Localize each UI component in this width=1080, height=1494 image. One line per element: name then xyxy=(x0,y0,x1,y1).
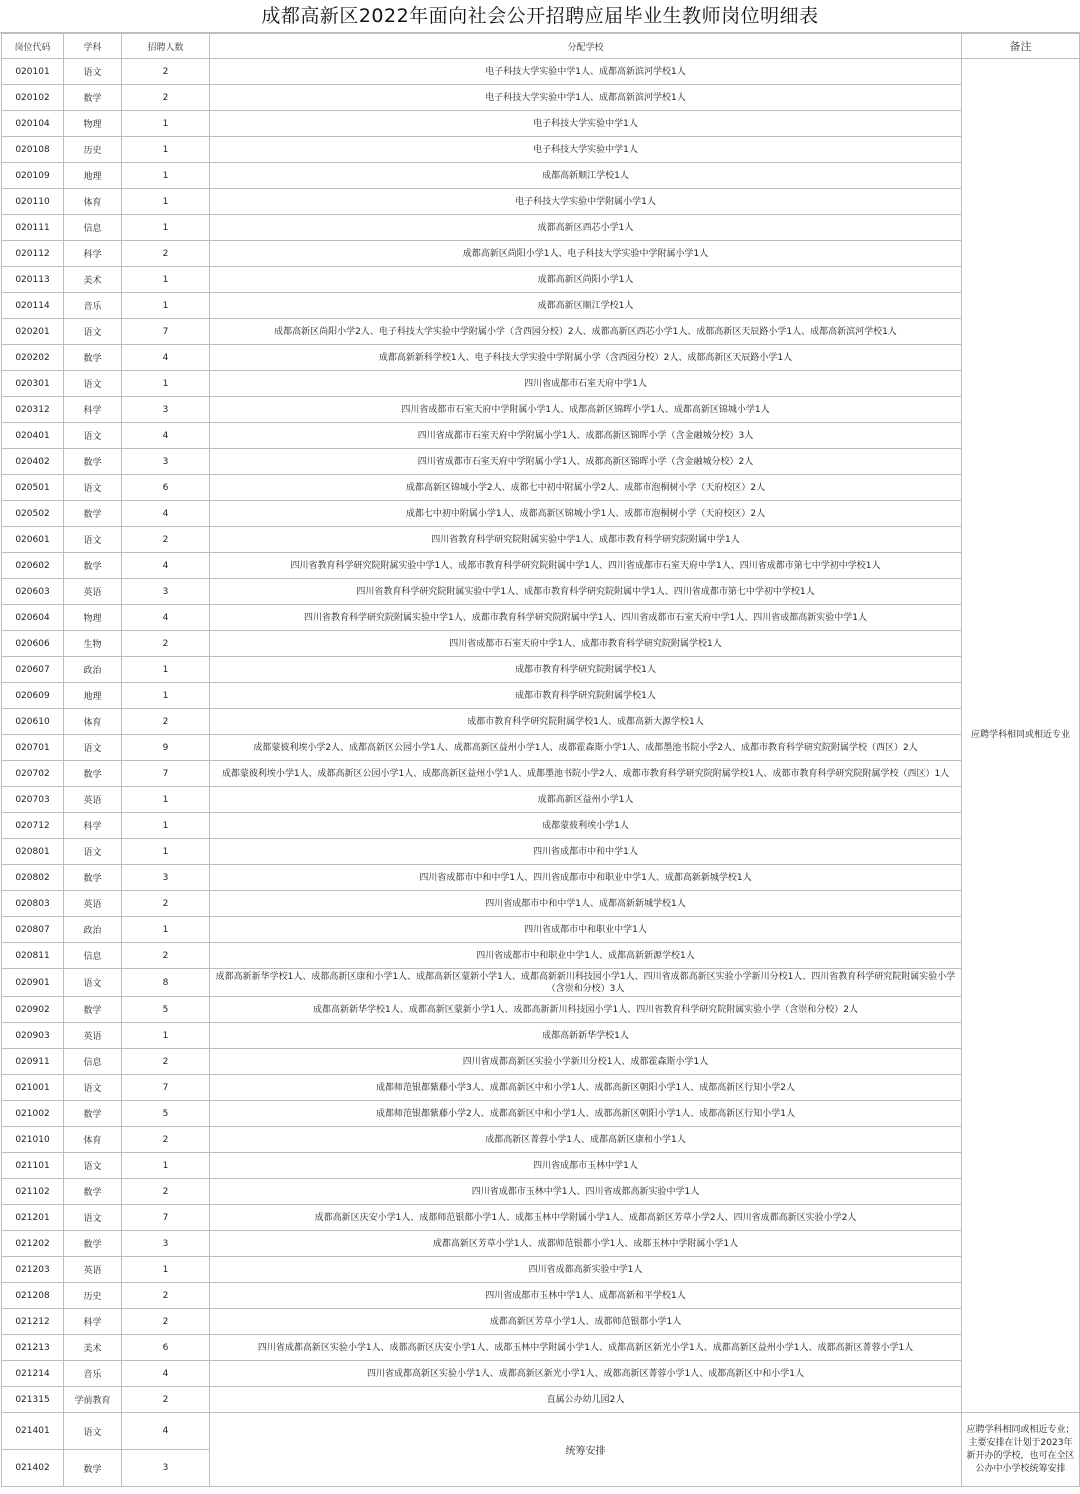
cell-subject: 语文 xyxy=(64,839,122,865)
cell-subject: 数学 xyxy=(64,85,122,111)
cell-count: 1 xyxy=(122,111,210,137)
cell-code: 020312 xyxy=(2,397,64,423)
cell-school: 成都高新新科学校1人、电子科技大学实验中学附属小学（含西园分校）2人、成都高新区天辰路小学1人 xyxy=(210,345,962,371)
table-row xyxy=(2,709,1080,735)
cell-code: 021213 xyxy=(2,1335,64,1361)
cell-code: 021212 xyxy=(2,1309,64,1335)
cell-subject: 英语 xyxy=(64,891,122,917)
cell-code: 020702 xyxy=(2,761,64,787)
cell-subject: 信息 xyxy=(64,215,122,241)
cell-school: 四川省成都市玉林中学1人、成都高新和平学校1人 xyxy=(210,1283,962,1309)
table-row xyxy=(2,761,1080,787)
cell-subject: 数学 xyxy=(64,865,122,891)
cell-count: 9 xyxy=(122,735,210,761)
table-row xyxy=(2,891,1080,917)
cell-count: 3 xyxy=(122,1231,210,1257)
cell-count: 1 xyxy=(122,1257,210,1283)
cell-count: 1 xyxy=(122,683,210,709)
cell-school: 四川省成都市石室天府中学1人、成都市教育科学研究院附属学校1人 xyxy=(210,631,962,657)
header-remark: 备注 xyxy=(962,34,1080,59)
cell-school: 四川省成都市石室天府中学附属小学1人、成都高新区锦晖小学（含金融城分校）3人 xyxy=(210,423,962,449)
cell-code: 020807 xyxy=(2,917,64,943)
cell-subject: 英语 xyxy=(64,579,122,605)
cell-subject: 语文 xyxy=(64,59,122,85)
table-row xyxy=(2,163,1080,189)
cell-count: 7 xyxy=(122,1205,210,1231)
cell-code: 020701 xyxy=(2,735,64,761)
cell-school: 成都高新区菁蓉小学1人、成都高新区康和小学1人 xyxy=(210,1127,962,1153)
cell-count: 5 xyxy=(122,1101,210,1127)
table-row xyxy=(2,1075,1080,1101)
cell-count: 6 xyxy=(122,1335,210,1361)
cell-subject: 美术 xyxy=(64,267,122,293)
cell-school: 成都市教育科学研究院附属学校1人 xyxy=(210,657,962,683)
cell-code: 020114 xyxy=(2,293,64,319)
cell-school: 成都高新顺江学校1人 xyxy=(210,163,962,189)
cell-code: 020401 xyxy=(2,423,64,449)
cell-code: 020102 xyxy=(2,85,64,111)
cell-count: 7 xyxy=(122,761,210,787)
table-row xyxy=(2,813,1080,839)
cell-subject: 信息 xyxy=(64,1049,122,1075)
cell-school: 成都蒙彼利埃小学1人、成都高新区公园小学1人、成都高新区益州小学1人、成都墨池书院小学2人、成都市教育科学研究院附属学校1人、成都市教育科学研究院附属学校（西区）1人 xyxy=(210,761,962,787)
cell-count: 2 xyxy=(122,943,210,969)
table-row xyxy=(2,137,1080,163)
table-row xyxy=(2,1231,1080,1257)
cell-code: 020110 xyxy=(2,189,64,215)
table-row xyxy=(2,241,1080,267)
cell-school: 四川省成都市石室天府中学附属小学1人、成都高新区锦晖小学（含金融城分校）2人 xyxy=(210,449,962,475)
cell-code: 020602 xyxy=(2,553,64,579)
cell-school: 四川省成都市玉林中学1人 xyxy=(210,1153,962,1179)
cell-subject: 体育 xyxy=(64,189,122,215)
cell-school: 电子科技大学实验中学1人、成都高新滨河学校1人 xyxy=(210,59,962,85)
cell-code: 020603 xyxy=(2,579,64,605)
table-header-row xyxy=(2,34,1080,59)
cell-count: 2 xyxy=(122,891,210,917)
cell-count: 3 xyxy=(122,397,210,423)
cell-count: 1 xyxy=(122,215,210,241)
cell-code: 020502 xyxy=(2,501,64,527)
cell-school: 四川省成都市中和中学1人、四川省成都市中和职业中学1人、成都高新新城学校1人 xyxy=(210,865,962,891)
cell-school: 成都高新区尚阳小学1人 xyxy=(210,267,962,293)
table-row xyxy=(2,1023,1080,1049)
cell-count: 2 xyxy=(122,241,210,267)
cell-subject: 体育 xyxy=(64,709,122,735)
cell-count: 2 xyxy=(122,1179,210,1205)
table-row xyxy=(2,1413,1080,1450)
cell-code: 021214 xyxy=(2,1361,64,1387)
cell-subject: 学前教育 xyxy=(64,1387,122,1413)
cell-remark: 应聘学科相同或相近专业；主要安排在计划于2023年新开办的学校，也可在全区公办中小学校统筹安排 xyxy=(962,1413,1080,1487)
cell-subject: 语文 xyxy=(64,735,122,761)
cell-subject: 语文 xyxy=(64,527,122,553)
cell-subject: 地理 xyxy=(64,163,122,189)
table-row xyxy=(2,1205,1080,1231)
cell-subject: 语文 xyxy=(64,1205,122,1231)
cell-code: 020301 xyxy=(2,371,64,397)
cell-code: 020501 xyxy=(2,475,64,501)
cell-code: 021002 xyxy=(2,1101,64,1127)
cell-school: 成都高新区尚阳小学1人、电子科技大学实验中学附属小学1人 xyxy=(210,241,962,267)
cell-code: 020802 xyxy=(2,865,64,891)
cell-count: 4 xyxy=(122,553,210,579)
cell-code: 020609 xyxy=(2,683,64,709)
cell-subject: 数学 xyxy=(64,997,122,1023)
cell-subject: 数学 xyxy=(64,761,122,787)
cell-subject: 美术 xyxy=(64,1335,122,1361)
table-row xyxy=(2,1335,1080,1361)
cell-subject: 科学 xyxy=(64,397,122,423)
cell-code: 021401 xyxy=(2,1413,64,1450)
cell-subject: 历史 xyxy=(64,1283,122,1309)
cell-code: 020607 xyxy=(2,657,64,683)
table-row xyxy=(2,1309,1080,1335)
table-row xyxy=(2,345,1080,371)
cell-code: 020101 xyxy=(2,59,64,85)
cell-subject: 政治 xyxy=(64,657,122,683)
cell-code: 020112 xyxy=(2,241,64,267)
cell-count: 1 xyxy=(122,787,210,813)
cell-count: 3 xyxy=(122,449,210,475)
table-row xyxy=(2,1127,1080,1153)
cell-subject: 物理 xyxy=(64,605,122,631)
cell-school: 成都高新区庆安小学1人、成都师范银都小学1人、成都玉林中学附属小学1人、成都高新区芳草小学2人、四川省成都高新区实验小学2人 xyxy=(210,1205,962,1231)
cell-count: 2 xyxy=(122,631,210,657)
cell-count: 4 xyxy=(122,1413,210,1450)
cell-count: 7 xyxy=(122,1075,210,1101)
cell-code: 021315 xyxy=(2,1387,64,1413)
cell-count: 7 xyxy=(122,319,210,345)
table-row xyxy=(2,267,1080,293)
cell-subject: 数学 xyxy=(64,553,122,579)
cell-code: 020402 xyxy=(2,449,64,475)
cell-subject: 科学 xyxy=(64,241,122,267)
cell-school: 成都高新新华学校1人、成都高新区康和小学1人、成都高新区蒙新小学1人、成都高新新川科技园小学1人、四川省成都高新区实验小学新川分校1人、四川省教育科学研究院附属实验小学（含崇和分校）3人 xyxy=(210,969,962,997)
cell-school: 成都高新区尚阳小学2人、电子科技大学实验中学附属小学（含西园分校）2人、成都高新区西芯小学1人、成都高新区天辰路小学1人、成都高新滨河学校1人 xyxy=(210,319,962,345)
cell-subject: 英语 xyxy=(64,787,122,813)
cell-code: 020801 xyxy=(2,839,64,865)
cell-subject: 语文 xyxy=(64,1153,122,1179)
cell-code: 020901 xyxy=(2,969,64,997)
cell-count: 8 xyxy=(122,969,210,997)
cell-code: 020201 xyxy=(2,319,64,345)
cell-school: 成都市教育科学研究院附属学校1人 xyxy=(210,683,962,709)
cell-count: 2 xyxy=(122,85,210,111)
cell-subject: 英语 xyxy=(64,1257,122,1283)
cell-subject: 信息 xyxy=(64,943,122,969)
table-row xyxy=(2,1361,1080,1387)
cell-school: 四川省成都市玉林中学1人、四川省成都高新实验中学1人 xyxy=(210,1179,962,1205)
cell-count: 4 xyxy=(122,501,210,527)
cell-code: 020903 xyxy=(2,1023,64,1049)
cell-school: 成都蒙彼利埃小学2人、成都高新区公园小学1人、成都高新区益州小学1人、成都霍森斯小学1人、成都墨池书院小学2人、成都市教育科学研究院附属学校（西区）2人 xyxy=(210,735,962,761)
table-row xyxy=(2,59,1080,85)
table-row xyxy=(2,371,1080,397)
cell-count: 1 xyxy=(122,839,210,865)
table-row xyxy=(2,997,1080,1023)
table-row xyxy=(2,605,1080,631)
cell-count: 1 xyxy=(122,137,210,163)
cell-code: 020902 xyxy=(2,997,64,1023)
cell-subject: 数学 xyxy=(64,501,122,527)
cell-school: 四川省成都市中和职业中学1人 xyxy=(210,917,962,943)
table-row xyxy=(2,319,1080,345)
cell-code: 020703 xyxy=(2,787,64,813)
cell-subject: 生物 xyxy=(64,631,122,657)
cell-school: 成都蒙彼利埃小学1人 xyxy=(210,813,962,839)
cell-subject: 数学 xyxy=(64,1450,122,1487)
cell-code: 020911 xyxy=(2,1049,64,1075)
page-title: 成都高新区2022年面向社会公开招聘应届毕业生教师岗位明细表 xyxy=(0,0,1080,33)
cell-school: 统筹安排 xyxy=(210,1413,962,1487)
cell-code: 021202 xyxy=(2,1231,64,1257)
cell-school: 四川省教育科学研究院附属实验中学1人、成都市教育科学研究院附属中学1人 xyxy=(210,527,962,553)
cell-code: 020610 xyxy=(2,709,64,735)
cell-count: 2 xyxy=(122,709,210,735)
cell-school: 四川省成都高新区实验小学1人、成都高新区新光小学1人、成都高新区菁蓉小学1人、成都高新区中和小学1人 xyxy=(210,1361,962,1387)
cell-code: 021010 xyxy=(2,1127,64,1153)
cell-school: 成都高新新华学校1人 xyxy=(210,1023,962,1049)
cell-code: 020111 xyxy=(2,215,64,241)
cell-count: 2 xyxy=(122,1387,210,1413)
table-row xyxy=(2,553,1080,579)
cell-count: 4 xyxy=(122,345,210,371)
cell-count: 2 xyxy=(122,59,210,85)
cell-count: 2 xyxy=(122,1049,210,1075)
cell-count: 1 xyxy=(122,267,210,293)
cell-school: 电子科技大学实验中学1人 xyxy=(210,137,962,163)
cell-code: 021201 xyxy=(2,1205,64,1231)
cell-count: 2 xyxy=(122,1283,210,1309)
cell-subject: 地理 xyxy=(64,683,122,709)
table-body xyxy=(2,59,1080,1487)
cell-subject: 语文 xyxy=(64,423,122,449)
cell-count: 4 xyxy=(122,423,210,449)
cell-code: 020202 xyxy=(2,345,64,371)
table-row xyxy=(2,683,1080,709)
cell-code: 020811 xyxy=(2,943,64,969)
cell-school: 直属公办幼儿园2人 xyxy=(210,1387,962,1413)
cell-count: 1 xyxy=(122,293,210,319)
table-row xyxy=(2,423,1080,449)
table-row xyxy=(2,1179,1080,1205)
cell-school: 成都师范银都紫藤小学2人、成都高新区中和小学1人、成都高新区朝阳小学1人、成都高新区行知小学1人 xyxy=(210,1101,962,1127)
cell-school: 四川省成都高新区实验小学新川分校1人、成都霍森斯小学1人 xyxy=(210,1049,962,1075)
cell-code: 020108 xyxy=(2,137,64,163)
table-row xyxy=(2,215,1080,241)
cell-school: 成都高新区西芯小学1人 xyxy=(210,215,962,241)
cell-code: 021208 xyxy=(2,1283,64,1309)
cell-count: 1 xyxy=(122,813,210,839)
table-row xyxy=(2,85,1080,111)
cell-subject: 语文 xyxy=(64,969,122,997)
table-row xyxy=(2,501,1080,527)
cell-code: 020601 xyxy=(2,527,64,553)
cell-subject: 数学 xyxy=(64,449,122,475)
cell-count: 1 xyxy=(122,1153,210,1179)
cell-subject: 英语 xyxy=(64,1023,122,1049)
cell-school: 电子科技大学实验中学1人 xyxy=(210,111,962,137)
table-row xyxy=(2,1387,1080,1413)
cell-count: 1 xyxy=(122,917,210,943)
cell-subject: 历史 xyxy=(64,137,122,163)
table-row xyxy=(2,397,1080,423)
cell-subject: 音乐 xyxy=(64,293,122,319)
cell-remark: 应聘学科相同或相近专业 xyxy=(962,59,1080,1413)
cell-school: 成都高新区锦城小学2人、成都七中初中附属小学2人、成都市泡桐树小学（天府校区）2人 xyxy=(210,475,962,501)
cell-school: 成都师范银都紫藤小学3人、成都高新区中和小学1人、成都高新区朝阳小学1人、成都高新区行知小学2人 xyxy=(210,1075,962,1101)
cell-school: 成都市教育科学研究院附属学校1人、成都高新大源学校1人 xyxy=(210,709,962,735)
cell-subject: 数学 xyxy=(64,1179,122,1205)
cell-code: 021102 xyxy=(2,1179,64,1205)
table-row xyxy=(2,917,1080,943)
cell-code: 021101 xyxy=(2,1153,64,1179)
cell-count: 6 xyxy=(122,475,210,501)
cell-code: 020109 xyxy=(2,163,64,189)
table-row xyxy=(2,839,1080,865)
cell-subject: 体育 xyxy=(64,1127,122,1153)
cell-code: 020803 xyxy=(2,891,64,917)
table-row xyxy=(2,943,1080,969)
table-row xyxy=(2,657,1080,683)
cell-count: 1 xyxy=(122,371,210,397)
cell-school: 四川省成都高新区实验小学1人、成都高新区庆安小学1人、成都玉林中学附属小学1人、成都高新区新光小学1人、成都高新区益州小学1人、成都高新区菁蓉小学1人 xyxy=(210,1335,962,1361)
table-row xyxy=(2,189,1080,215)
cell-code: 021402 xyxy=(2,1450,64,1487)
cell-count: 3 xyxy=(122,1450,210,1487)
cell-school: 电子科技大学实验中学1人、成都高新滨河学校1人 xyxy=(210,85,962,111)
cell-subject: 语文 xyxy=(64,319,122,345)
table-row xyxy=(2,735,1080,761)
cell-count: 3 xyxy=(122,579,210,605)
table-row xyxy=(2,631,1080,657)
cell-school: 成都高新区益州小学1人 xyxy=(210,787,962,813)
cell-code: 021001 xyxy=(2,1075,64,1101)
cell-count: 2 xyxy=(122,527,210,553)
positions-table xyxy=(1,33,1080,1487)
cell-subject: 数学 xyxy=(64,1231,122,1257)
cell-school: 四川省教育科学研究院附属实验中学1人、成都市教育科学研究院附属中学1人、四川省成都市石室天府中学1人、四川省成都高新实验中学1人 xyxy=(210,605,962,631)
cell-code: 020113 xyxy=(2,267,64,293)
cell-subject: 科学 xyxy=(64,813,122,839)
cell-count: 5 xyxy=(122,997,210,1023)
cell-school: 成都七中初中附属小学1人、成都高新区锦城小学1人、成都市泡桐树小学（天府校区）2人 xyxy=(210,501,962,527)
cell-subject: 政治 xyxy=(64,917,122,943)
header-subject: 学科 xyxy=(64,34,122,59)
cell-school: 四川省成都市石室天府中学附属小学1人、成都高新区锦晖小学1人、成都高新区锦城小学1人 xyxy=(210,397,962,423)
cell-subject: 语文 xyxy=(64,475,122,501)
cell-code: 020604 xyxy=(2,605,64,631)
cell-code: 020104 xyxy=(2,111,64,137)
cell-school: 电子科技大学实验中学附属小学1人 xyxy=(210,189,962,215)
header-school: 分配学校 xyxy=(210,34,962,59)
cell-subject: 语文 xyxy=(64,1075,122,1101)
cell-school: 四川省教育科学研究院附属实验中学1人、成都市教育科学研究院附属中学1人、四川省成都市第七中学初中学校1人 xyxy=(210,579,962,605)
cell-count: 2 xyxy=(122,1127,210,1153)
cell-count: 1 xyxy=(122,1023,210,1049)
cell-count: 4 xyxy=(122,1361,210,1387)
cell-school: 四川省成都市中和中学1人 xyxy=(210,839,962,865)
table-row xyxy=(2,1283,1080,1309)
cell-count: 1 xyxy=(122,189,210,215)
cell-code: 020712 xyxy=(2,813,64,839)
cell-subject: 语文 xyxy=(64,371,122,397)
cell-subject: 数学 xyxy=(64,1101,122,1127)
cell-code: 020606 xyxy=(2,631,64,657)
table-row xyxy=(2,865,1080,891)
table-row xyxy=(2,293,1080,319)
cell-school: 四川省成都市中和职业中学1人、成都高新新源学校1人 xyxy=(210,943,962,969)
table-row xyxy=(2,449,1080,475)
cell-count: 1 xyxy=(122,163,210,189)
table-row xyxy=(2,787,1080,813)
cell-school: 四川省成都市中和中学1人、成都高新新城学校1人 xyxy=(210,891,962,917)
cell-subject: 音乐 xyxy=(64,1361,122,1387)
cell-count: 3 xyxy=(122,865,210,891)
table-row xyxy=(2,111,1080,137)
cell-code: 021203 xyxy=(2,1257,64,1283)
cell-subject: 语文 xyxy=(64,1413,122,1450)
cell-subject: 科学 xyxy=(64,1309,122,1335)
table-row xyxy=(2,1101,1080,1127)
table-row xyxy=(2,1049,1080,1075)
table-row xyxy=(2,1257,1080,1283)
cell-school: 成都高新新华学校1人、成都高新区蒙新小学1人、成都高新新川科技园小学1人、四川省教育科学研究院附属实验小学（含崇和分校）2人 xyxy=(210,997,962,1023)
cell-school: 成都高新区芳草小学1人、成都师范银都小学1人 xyxy=(210,1309,962,1335)
cell-count: 1 xyxy=(122,657,210,683)
cell-count: 4 xyxy=(122,605,210,631)
cell-school: 成都高新区顺江学校1人 xyxy=(210,293,962,319)
table-row xyxy=(2,475,1080,501)
cell-school: 四川省教育科学研究院附属实验中学1人、成都市教育科学研究院附属中学1人、四川省成都市石室天府中学1人、四川省成都市第七中学初中学校1人 xyxy=(210,553,962,579)
table-row xyxy=(2,1153,1080,1179)
cell-subject: 数学 xyxy=(64,345,122,371)
table-row xyxy=(2,969,1080,997)
cell-school: 四川省成都市石室天府中学1人 xyxy=(210,371,962,397)
header-code: 岗位代码 xyxy=(2,34,64,59)
cell-count: 2 xyxy=(122,1309,210,1335)
header-count: 招聘人数 xyxy=(122,34,210,59)
cell-subject: 物理 xyxy=(64,111,122,137)
table-row xyxy=(2,527,1080,553)
table-row xyxy=(2,579,1080,605)
cell-school: 四川省成都高新实验中学1人 xyxy=(210,1257,962,1283)
cell-school: 成都高新区芳草小学1人、成都师范银都小学1人、成都玉林中学附属小学1人 xyxy=(210,1231,962,1257)
